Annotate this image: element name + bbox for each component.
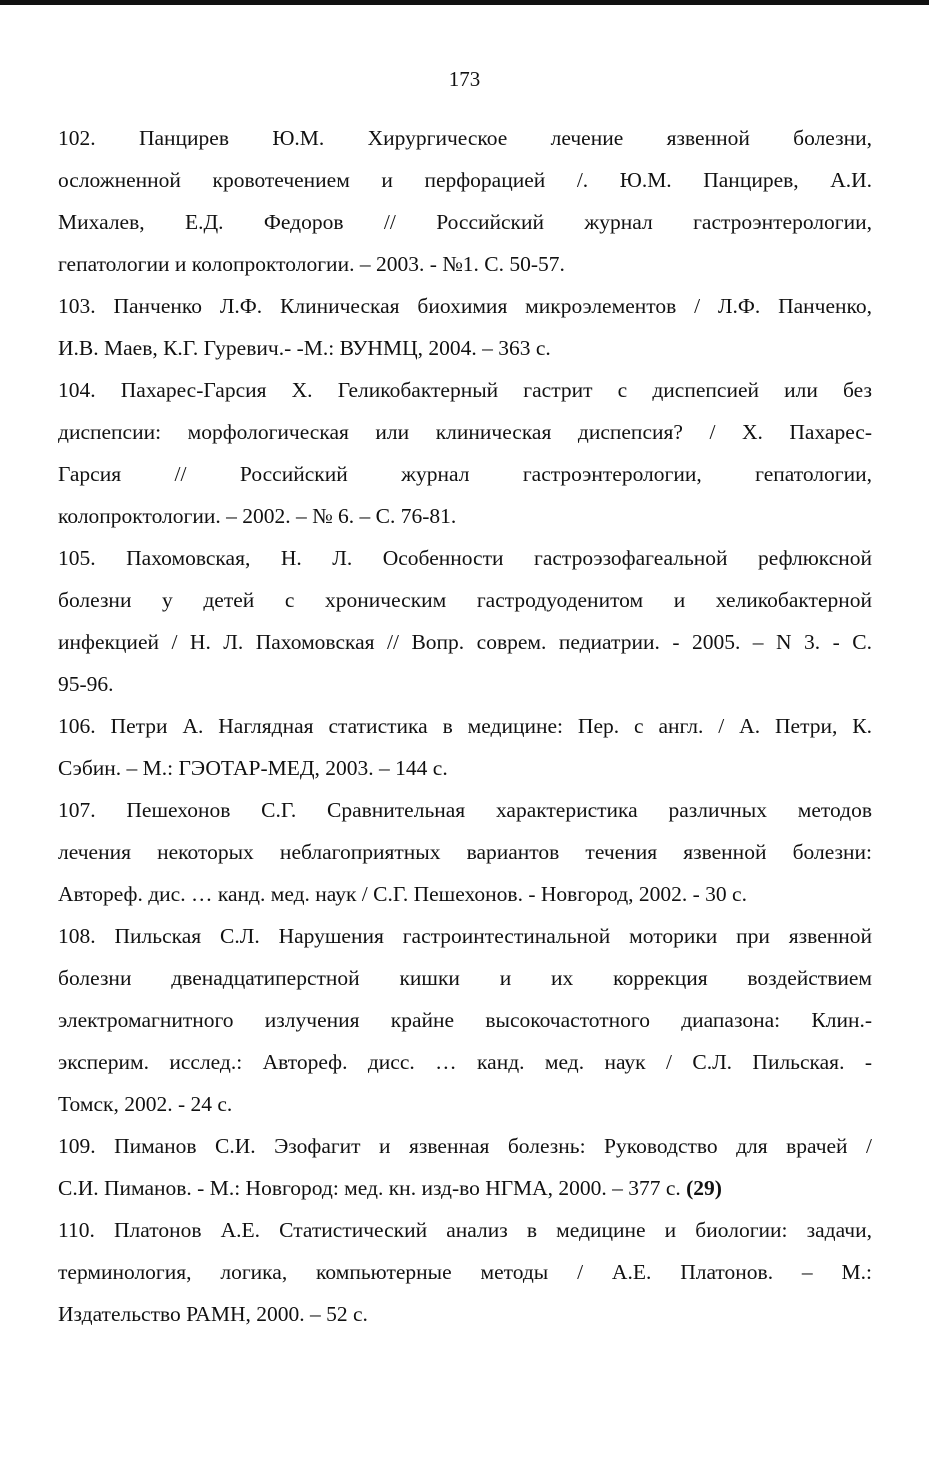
reference-item-110 [58,1209,872,1335]
reference-line: Автореф. дис. … канд. мед. наук / С.Г. Пешехонов. - Новгород, 2002. - 30 с. [58,882,747,906]
reference-line: 103. Панченко Л.Ф. Клиническая биохимия микроэлементов / Л.Ф. Панченко, [58,294,872,318]
reference-line: 95-96. [58,672,114,696]
reference-bold-marker: (29) [686,1176,722,1200]
reference-line: осложненной кровотечением и перфорацией /. Ю.М. Панцирев, А.И. [58,168,872,192]
reference-line: Михалев, Е.Д. Федоров // Российский журнал гастроэнтерологии, [58,210,872,234]
reference-line: гепатологии и колопроктологии. – 2003. - №1. С. 50-57. [58,252,565,276]
reference-line: И.В. Маев, К.Г. Гуревич.- -М.: ВУНМЦ, 2004. – 363 с. [58,336,551,360]
reference-item-103 [58,285,872,369]
reference-line: болезни двенадцатиперстной кишки и их коррекция воздействием [58,966,872,990]
reference-line: колопроктологии. – 2002. – № 6. – С. 76-81. [58,504,457,528]
reference-item-109 [58,1125,872,1209]
reference-line: 108. Пильская С.Л. Нарушения гастроинтестинальной моторики при язвенной [58,924,872,948]
page-number: 173 [448,67,481,91]
reference-list [58,117,872,1335]
reference-item-105 [58,537,872,705]
reference-line: 110. Платонов А.Е. Статистический анализ в медицине и биологии: задачи, [58,1218,872,1242]
reference-line [58,1167,872,1209]
reference-line: болезни у детей с хроническим гастродуоденитом и хеликобактерной [58,588,872,612]
reference-line: инфекцией / Н. Л. Пахомовская // Вопр. соврем. педиатрии. - 2005. – N 3. - С. [58,630,872,654]
reference-line: 105. Пахомовская, Н. Л. Особенности гастроэзофагеальной рефлюксной [58,546,872,570]
reference-item-102 [58,117,872,285]
reference-item-104 [58,369,872,537]
reference-line: терминология, логика, компьютерные методы / А.Е. Платонов. – М.: [58,1260,872,1284]
reference-line: 107. Пешехонов С.Г. Сравнительная характеристика различных методов [58,798,872,822]
reference-line: электромагнитного излучения крайне высокочастотного диапазона: Клин.- [58,1008,872,1032]
reference-item-107 [58,789,872,915]
reference-line: диспепсии: морфологическая или клиническая диспепсия? / Х. Пахарес- [58,420,872,444]
reference-line-text: С.И. Пиманов. - М.: Новгород: мед. кн. изд-во НГМА, 2000. – 377 с. [58,1176,687,1200]
reference-line: 106. Петри А. Наглядная статистика в медицине: Пер. с англ. / А. Петри, К. [58,714,872,738]
reference-line: Томск, 2002. - 24 с. [58,1092,233,1116]
reference-line: эксперим. исслед.: Автореф. дисс. … канд. мед. наук / С.Л. Пильская. - [58,1050,872,1074]
reference-line: 109. Пиманов С.И. Эзофагит и язвенная болезнь: Руководство для врачей / [58,1134,872,1158]
reference-line: Сэбин. – М.: ГЭОТАР-МЕД, 2003. – 144 с. [58,756,448,780]
reference-item-108 [58,915,872,1125]
reference-line: 102. Панцирев Ю.М. Хирургическое лечение язвенной болезни, [58,126,872,150]
reference-line: лечения некоторых неблагоприятных вариантов течения язвенной болезни: [58,840,872,864]
reference-line: 104. Пахарес-Гарсия Х. Геликобактерный гастрит с диспепсией или без [58,378,872,402]
scan-top-edge [0,0,929,5]
reference-item-106 [58,705,872,789]
reference-line: Гарсия // Российский журнал гастроэнтерологии, гепатологии, [58,462,872,486]
reference-line: Издательство РАМН, 2000. – 52 с. [58,1302,368,1326]
